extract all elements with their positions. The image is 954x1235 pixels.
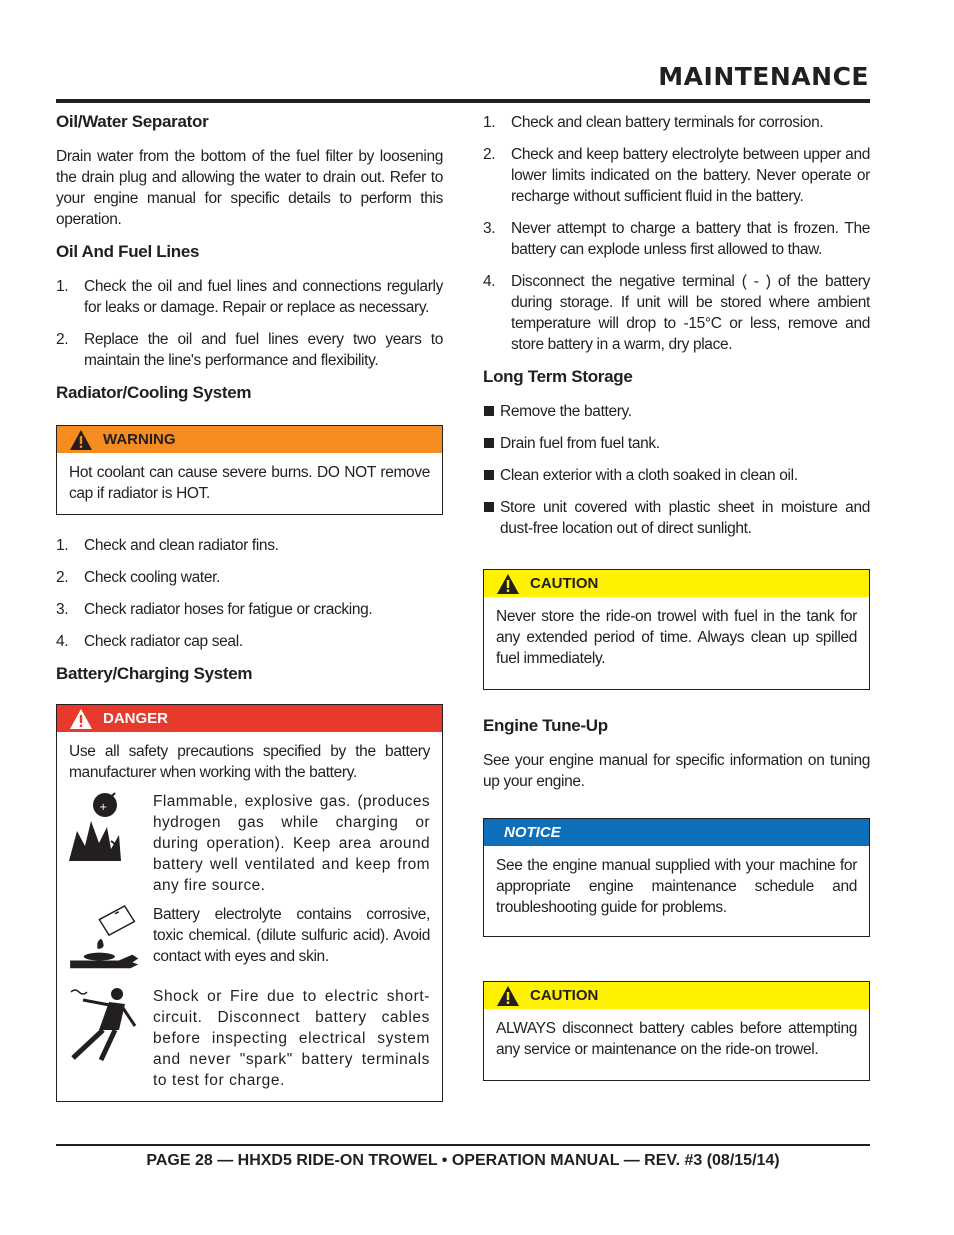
hazard-shock [69,986,430,1091]
fuel-lines-heading: Oil And Fuel Lines [56,242,200,261]
oil-water-heading: Oil/Water Separator [56,112,209,131]
list-item: 1. Check the oil and fuel lines and connections regularly for leaks or damage. Repair or replace as necessary. [56,278,443,316]
fuel-lines-list [56,276,443,371]
list-item: 4. Disconnect the negative terminal ( - ) of the battery during storage. If unit will be stored where ambient temperature will drop to -15°C or less, remove and store battery in a warm, dry place. [483,273,870,353]
storage-list [483,401,870,539]
warning-label: WARNING [103,431,176,448]
list-item: 2. Replace the oil and fuel lines every two years to maintain the line's performance and flexibility. [56,331,443,369]
caution-text: ALWAYS disconnect battery cables before attempting any service or maintenance on the ride-on trowel. [496,1020,857,1058]
acid-burn-icon [69,904,153,978]
caution-bar [484,570,869,597]
warning-text: Hot coolant can cause severe burns. DO NOT remove cap if radiator is HOT. [69,464,430,502]
radiator-list [56,535,443,652]
notice-bar [484,819,869,846]
caution-label: CAUTION [530,575,599,592]
list-item: 3. Check radiator hoses for fatigue or cracking. [56,601,373,618]
footer-rule [56,1144,870,1146]
danger-triangle-icon [69,708,93,730]
list-item: 3. Never attempt to charge a battery that is frozen. The battery can explode unless first allowed to thaw. [483,220,870,258]
caution-box-storage [483,569,870,690]
list-item: 4. Check radiator cap seal. [56,633,243,650]
list-item: Clean exterior with a cloth soaked in clean oil. [483,465,870,486]
right-column [483,112,870,1095]
tuneup-heading: Engine Tune-Up [483,716,608,735]
list-item: Drain fuel from fuel tank. [483,433,870,454]
hazard-text: Flammable, explosive gas. (produces hydrogen gas while charging or during operation). Keep area around battery well ventilated and keep from any fire source. [153,793,430,894]
electric-shock-icon [69,986,153,1062]
hazard-text: Battery electrolyte contains corrosive, toxic chemical. (dilute sulfuric acid). Avoid contact with eyes and skin. [153,906,430,965]
page-title: MAINTENANCE [658,62,869,91]
danger-intro: Use all safety precautions specified by the battery manufacturer when working with the battery. [69,743,430,781]
danger-box [56,704,443,1102]
notice-label: NOTICE [504,824,561,841]
list-item: Store unit covered with plastic sheet in moisture and dust-free location out of direct sunlight. [483,497,870,539]
caution-text: Never store the ride-on trowel with fuel in the tank for any extended period of time. Always clean up spilled fuel immediately. [496,608,857,667]
list-item: 1. Check and clean battery terminals for corrosion. [483,114,824,131]
storage-heading: Long Term Storage [483,367,633,386]
list-item: Remove the battery. [483,401,870,422]
oil-water-text: Drain water from the bottom of the fuel filter by loosening the drain plug and allowing the water to drain out. Refer to your engine manual for specific details to perform this operation. [56,148,443,228]
caution-triangle-icon [496,573,520,595]
notice-box [483,818,870,937]
list-item: 2. Check cooling water. [56,569,221,586]
tuneup-text: See your engine manual for specific information on tuning up your engine. [483,752,870,790]
list-item: 2. Check and keep battery electrolyte between upper and lower limits indicated on the battery. Never operate or recharge without sufficient fluid in the battery. [483,146,870,205]
caution-bar [484,982,869,1009]
warning-box [56,425,443,515]
battery-list [483,112,870,355]
caution-box-tuneup [483,981,870,1081]
caution-triangle-icon [496,985,520,1007]
hazard-explosion [69,791,430,896]
warning-triangle-icon [69,429,93,451]
danger-bar [57,705,442,732]
danger-label: DANGER [103,710,169,727]
battery-heading: Battery/Charging System [56,664,253,683]
hazard-text: Shock or Fire due to electric short-circuit. Disconnect battery cables before inspecting electrical system and never "spark" battery terminals to test for charge. [153,988,430,1089]
radiator-heading: Radiator/Cooling System [56,383,252,402]
caution-label: CAUTION [530,987,599,1004]
hazard-acid [69,904,430,978]
left-column [56,112,443,1116]
svg-text:+: + [99,802,108,813]
notice-text: See the engine manual supplied with your machine for appropriate engine maintenance schedule and troubleshooting guide for problems. [496,857,857,916]
warning-bar [57,426,442,453]
header-rule [56,99,870,103]
page-footer: PAGE 28 — HHXD5 RIDE-ON TROWEL • OPERATION MANUAL — REV. #3 (08/15/14) [146,1152,780,1169]
list-item: 1. Check and clean radiator fins. [56,537,279,554]
explosion-icon [69,791,153,867]
